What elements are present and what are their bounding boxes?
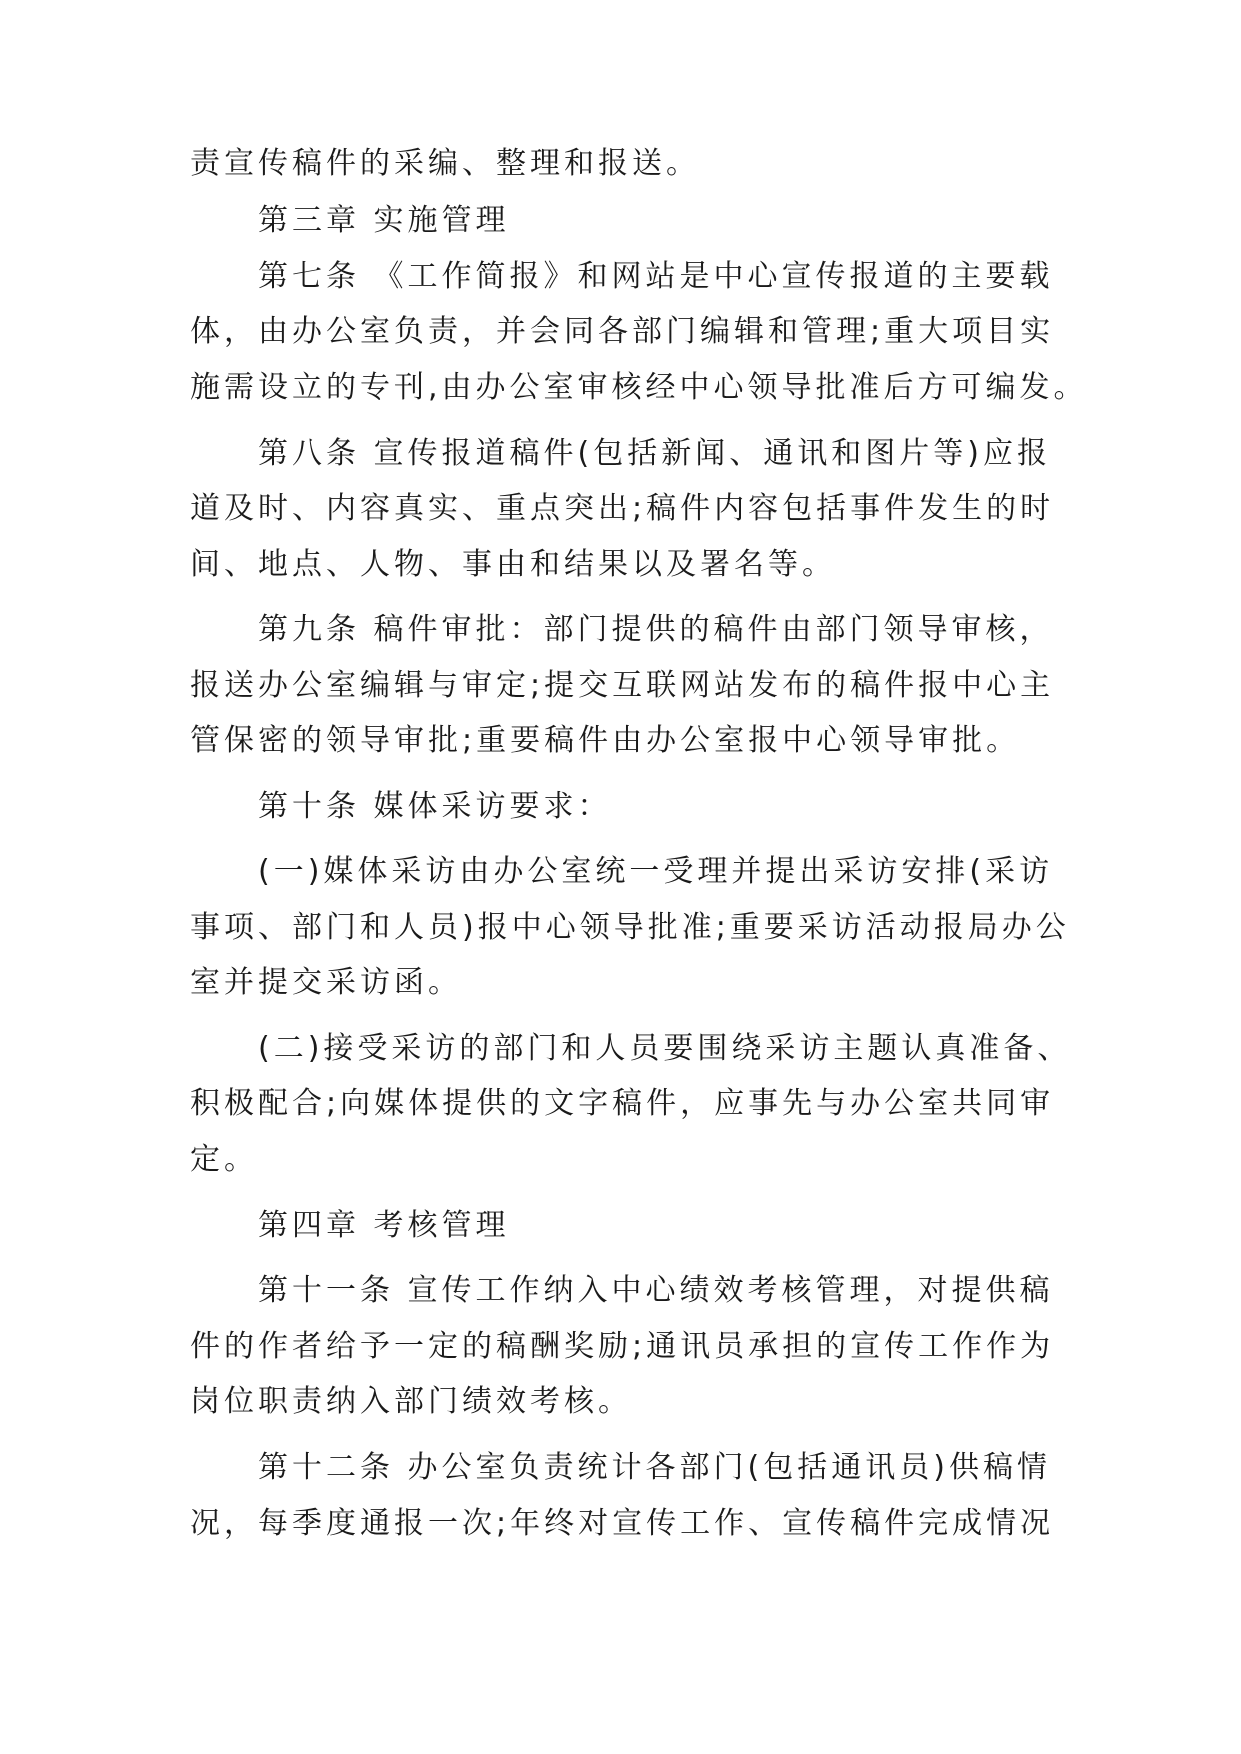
text-line bbox=[0, 900, 1241, 956]
text-line bbox=[0, 304, 1241, 360]
article-line bbox=[0, 844, 1241, 900]
text-line-content: 事项、部门和人员)报中心领导批准;重要采访活动报局办公 bbox=[190, 910, 1070, 945]
article-line bbox=[0, 1440, 1241, 1496]
text-line bbox=[0, 713, 1241, 769]
text-line-content: 件的作者给予一定的稿酬奖励;通讯员承担的宣传工作作为 bbox=[190, 1329, 1055, 1364]
text-line-content: 积极配合;向媒体提供的文字稿件，应事先与办公室共同审 bbox=[190, 1086, 1055, 1121]
chapter-heading bbox=[0, 1198, 1241, 1254]
text-line bbox=[0, 481, 1241, 537]
text-line-content: 间、地点、人物、事由和结果以及署名等。 bbox=[190, 547, 836, 582]
text-line bbox=[0, 658, 1241, 714]
chapter-heading bbox=[0, 193, 1241, 249]
text-line-content: 定。 bbox=[190, 1142, 258, 1177]
text-line bbox=[0, 1319, 1241, 1375]
article-line bbox=[0, 1021, 1241, 1077]
text-line-content: 岗位职责纳入部门绩效考核。 bbox=[190, 1384, 632, 1419]
text-line-content: (一)媒体采访由办公室统一受理并提出采访安排(采访 bbox=[258, 854, 1054, 889]
text-line-content: 第十一条 宣传工作纳入中心绩效考核管理，对提供稿 bbox=[258, 1273, 1054, 1308]
text-line bbox=[0, 955, 1241, 1011]
text-line bbox=[0, 136, 1241, 192]
text-line bbox=[0, 1374, 1241, 1430]
text-line-content: 第十条 媒体采访要求： bbox=[258, 789, 612, 824]
text-line-content: 第八条 宣传报道稿件(包括新闻、通讯和图片等)应报 bbox=[258, 436, 1051, 471]
text-line-content: 责宣传稿件的采编、整理和报送。 bbox=[190, 146, 700, 181]
article-line bbox=[0, 602, 1241, 658]
article-line bbox=[0, 249, 1241, 305]
text-line bbox=[0, 360, 1241, 416]
text-line bbox=[0, 1076, 1241, 1132]
chapter-heading-text: 第三章 实施管理 bbox=[258, 203, 510, 238]
text-line-content: 况，每季度通报一次;年终对宣传工作、宣传稿件完成情况 bbox=[190, 1506, 1055, 1541]
text-line bbox=[0, 1132, 1241, 1188]
text-line-content: 体，由办公室负责，并会同各部门编辑和管理;重大项目实 bbox=[190, 314, 1055, 349]
text-line-content: 第九条 稿件审批：部门提供的稿件由部门领导审核， bbox=[258, 612, 1054, 647]
text-line-content: 室并提交采访函。 bbox=[190, 965, 462, 1000]
text-line-content: 报送办公室编辑与审定;提交互联网站发布的稿件报中心主 bbox=[190, 668, 1055, 703]
article-line bbox=[0, 1263, 1241, 1319]
article-line bbox=[0, 779, 1241, 835]
text-line bbox=[0, 537, 1241, 593]
text-line-content: 第七条 《工作简报》和网站是中心宣传报道的主要载 bbox=[258, 259, 1054, 294]
text-line-content: 施需设立的专刊,由办公室审核经中心领导批准后方可编发。 bbox=[190, 370, 1088, 405]
article-line bbox=[0, 426, 1241, 482]
chapter-heading-text: 第四章 考核管理 bbox=[258, 1208, 510, 1243]
text-line bbox=[0, 1496, 1241, 1552]
text-line-content: (二)接受采访的部门和人员要围绕采访主题认真准备、 bbox=[258, 1031, 1072, 1066]
text-line-content: 第十二条 办公室负责统计各部门(包括通讯员)供稿情 bbox=[258, 1450, 1051, 1485]
text-line-content: 管保密的领导审批;重要稿件由办公室报中心领导审批。 bbox=[190, 723, 1021, 758]
text-line-content: 道及时、内容真实、重点突出;稿件内容包括事件发生的时 bbox=[190, 491, 1055, 526]
